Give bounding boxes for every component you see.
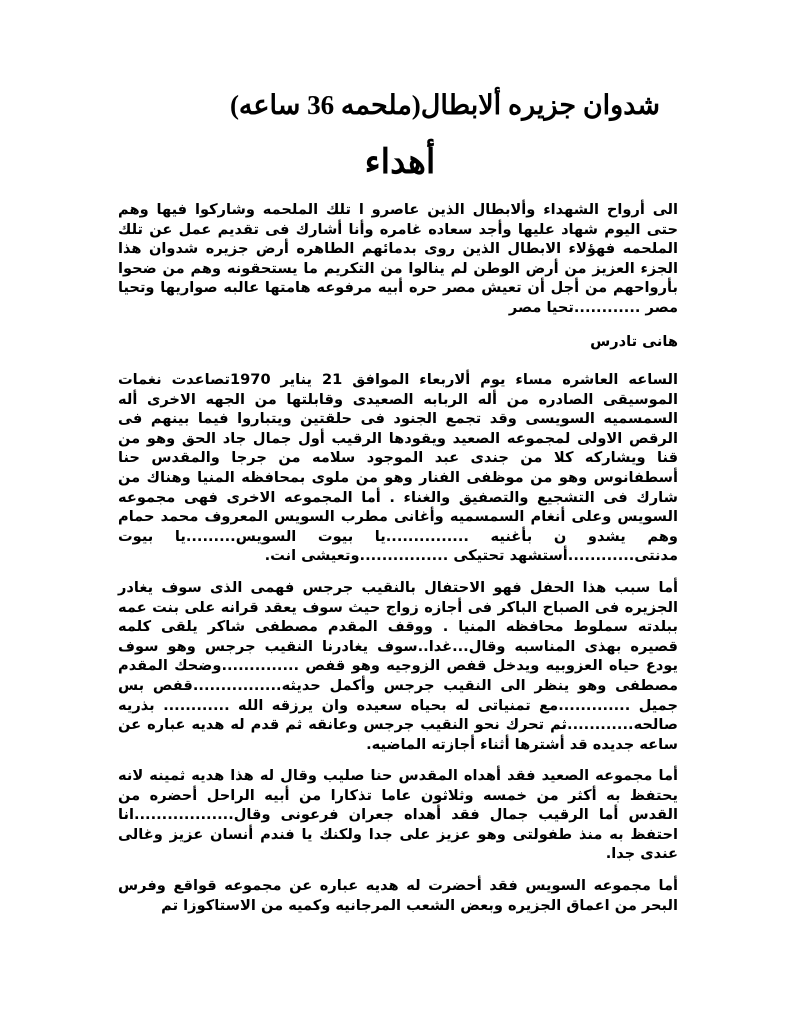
paragraph-1: الساعه العاشره مساء يوم ألاربعاء الموافق 21 يناير 1970تصاعدت نغمات الموسيقى الصادره من أله الربابه الصعيدى وقابلتها من الجهه الاخرى أله السمسميه السويسى وقد تجمع الجنود فى حلقتين ويتباروا فيما بينهم فى الرقص الاولى لمجموعه الصعيد ويقودها الرقيب أول جمال جاد الحق وهو من قنا ويشاركه كلا من جندى عبد الموجود سلامه من جرجا والمقدس حنا أسطفانوس وهو من موظفى الفنار وهو من ملوى بمحافظه المنيا وهناك من شارك فى التشجيع والتصفيق والغناء . أما المجموعه الاخرى فهى مجموعه السويس وعلى أنغام السمسميه وأغانى مطرب السويس المعروف محمد حمام وهم يشدو ن بأغنيه ...............يا بيوت السويس.........يا بيوت مدنتى............أستشهد تحتيكى ................وتعيشى انت. [118,371,679,565]
paragraph-3: أما مجموعه الصعيد فقد أهداه المقدس حنا صليب وقال له هذا هديه ثمينه لانه يحتفظ به أكثر من خمسه وثلاثون عاما تذكارا من أبيه الراحل أحضره من القدس أما الرقيب جمال فقد أهداه جعران فرعونى وقال..................انا احتفظ به منذ طفولتى وهو عزيز على جدا ولكنك يا فندم أنسان عزيز وغالى عندى جدا. [118,767,678,863]
document-title: شدوان جزيره ألابطال(ملحمه 36 ساعه) [229,90,660,120]
author-name: هانى تادرس [590,333,678,350]
dedication-paragraph: الى أرواح الشهداء وألابطال الذين عاصرو ا تلك الملحمه وشاركوا فيها وهم حتى اليوم شهاد عليها وأجد سعاده غامره وأنا أشارك فى تقديم عمل عن تلك الملحمه فهؤلاء الابطال الذين روى بدمائهم الطاهره أرض جزيره شدوان هذا الجزء العزيز من أرض الوطن لم ينالوا من التكريم ما يستحقونه وهم من ضحوا بأرواحهم من أجل أن تعيش مصر حره أبيه مرفوعه هامتها عالبه صواريها وتحيا مصر ............تحيا مصر [118,201,678,316]
paragraph-4: أما مجموعه السويس فقد أحضرت له هديه عباره عن مجموعه قواقع وفرس البحر من اعماق الجزيره وبعض الشعب المرجانيه وكميه من الاستاكوزا تم [118,877,678,914]
paragraph-2: أما سبب هذا الحفل فهو الاحتفال بالنقيب جرجس فهمى الذى سوف يغادر الجزيره فى الصباح الباكر فى أجازه زواج حيث سوف يعقد قرانه على بنت عمه ببلدته سملوط محافظه المنيا . ووقف المقدم مصطفى شاكر يلقى كلمه قصيره بهذى المناسبه وقال...غدا..سوف يغادرنا النقيب جرجس وهو سوف يودع حياه العزوبيه ويدخل قفص الزوجيه وهو قفص ..............وضحك المقدم مصطفى وهو ينظر الى النقيب جرجس وأكمل حديثه................قفص بس جميل .............مع تمنياتى له بحياه سعيده وان يرزقه الله ............ بذريه صالحه............ثم تحرك نحو النقيب جرجس وعانقه ثم قدم له هديه عباره عن ساعه جديده قد أشترها أثناء أجازته الماضيه. [118,579,678,753]
dedication-heading: أهداء [364,144,436,181]
